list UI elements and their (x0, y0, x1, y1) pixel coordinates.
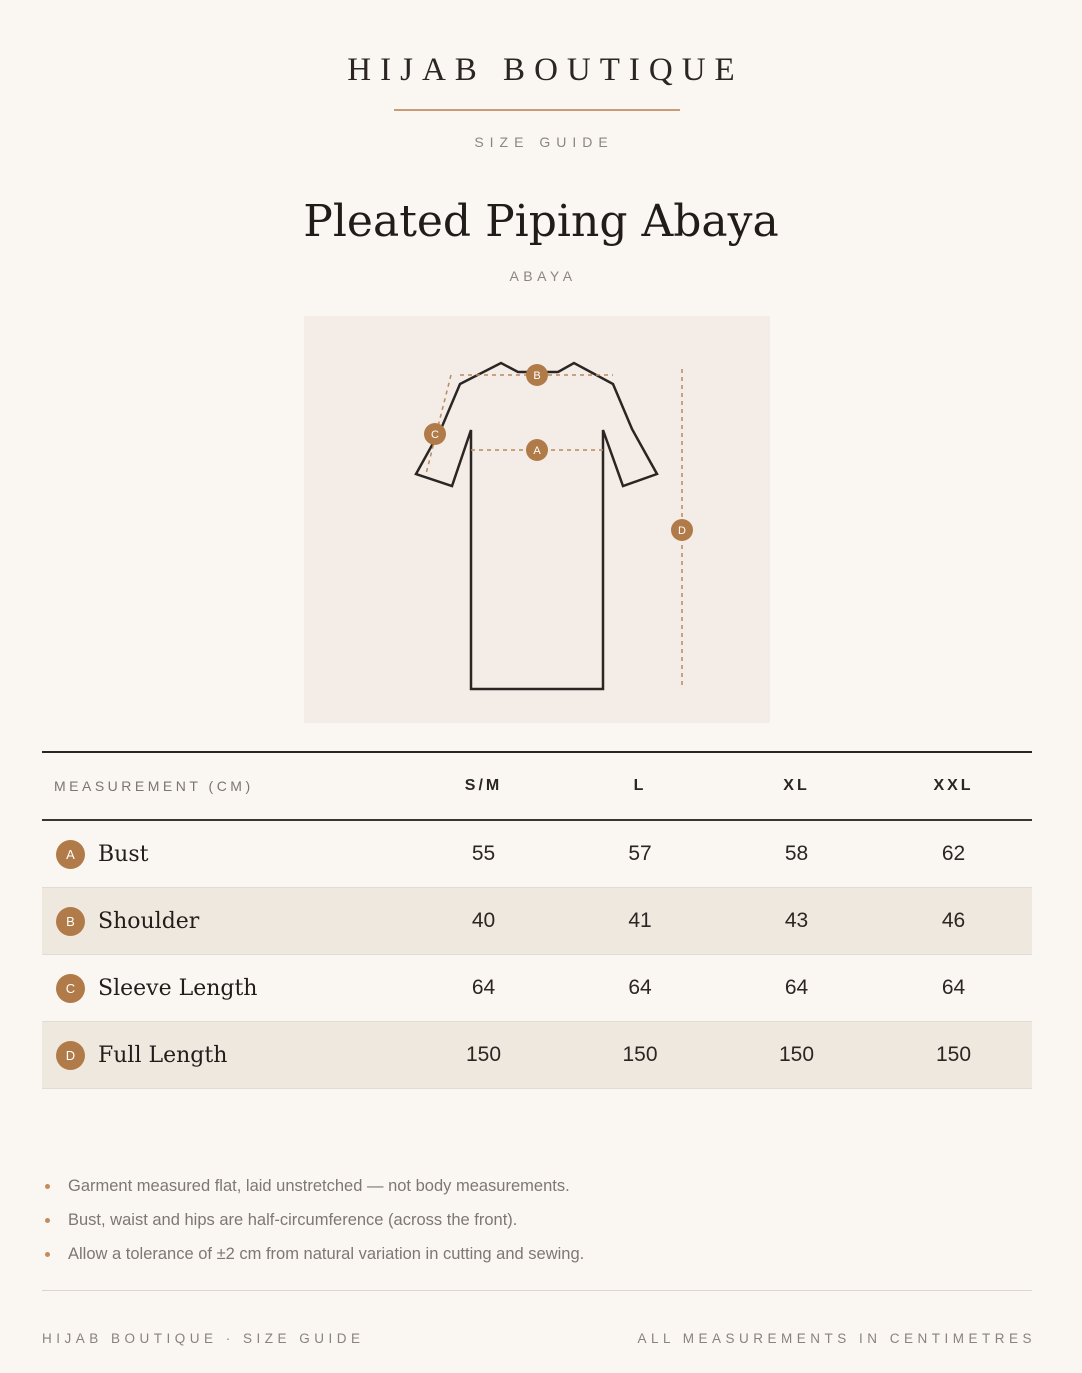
svg-text:D: D (678, 525, 686, 537)
brand-title: HIJAB BOUTIQUE (347, 52, 744, 88)
marker-a (526, 439, 548, 461)
abaya-outline-illustration (304, 316, 770, 723)
svg-text:C: C (431, 429, 439, 441)
row-label-cell (42, 820, 405, 888)
footer-units-note: ALL MEASUREMENTS IN CENTIMETRES (637, 1331, 1036, 1346)
badge-c: C (56, 974, 85, 1003)
abaya-outline (416, 363, 657, 689)
row-label: Full Length (98, 1042, 228, 1068)
cell-value: 64 (718, 955, 875, 1022)
footer-brand: HIJAB BOUTIQUE · SIZE GUIDE (42, 1331, 365, 1346)
table-row-sleeve-length (42, 955, 1032, 1022)
size-header-xl: XL (718, 752, 875, 820)
row-label: Sleeve Length (98, 975, 258, 1001)
measurement-notes (42, 1174, 584, 1276)
row-label-cell (42, 1022, 405, 1089)
marker-c (424, 423, 446, 445)
cell-value: 57 (562, 820, 718, 888)
marker-b (526, 364, 548, 386)
size-header-xxl: XXL (875, 752, 1032, 820)
note-item: Allow a tolerance of ±2 cm from natural variation in cutting and sewing. (42, 1242, 584, 1276)
size-table-header (42, 752, 1032, 820)
footer-divider (42, 1290, 1032, 1291)
row-label: Bust (98, 841, 149, 867)
measurement-column-header: MEASUREMENT (CM) (42, 752, 405, 820)
cell-value: 62 (875, 820, 1032, 888)
svg-text:B: B (533, 370, 541, 382)
brand-divider (394, 109, 680, 111)
product-category: ABAYA (509, 268, 577, 284)
row-label-cell (42, 888, 405, 955)
cell-value: 64 (562, 955, 718, 1022)
marker-d (671, 519, 693, 541)
cell-value: 41 (562, 888, 718, 955)
row-label: Shoulder (98, 908, 200, 934)
product-title: Pleated Piping Abaya (303, 196, 779, 247)
cell-value: 150 (405, 1022, 562, 1089)
row-label-cell (42, 955, 405, 1022)
cell-value: 64 (405, 955, 562, 1022)
badge-b: B (56, 907, 85, 936)
cell-value: 64 (875, 955, 1032, 1022)
size-header-l: L (562, 752, 718, 820)
cell-value: 58 (718, 820, 875, 888)
cell-value: 150 (875, 1022, 1032, 1089)
table-row-full-length (42, 1022, 1032, 1089)
badge-d: D (56, 1041, 85, 1070)
cell-value: 150 (562, 1022, 718, 1089)
note-item: Garment measured flat, laid unstretched — not body measurements. (42, 1174, 584, 1208)
size-header-sm: S/M (405, 752, 562, 820)
cell-value: 55 (405, 820, 562, 888)
note-item: Bust, waist and hips are half-circumference (across the front). (42, 1208, 584, 1242)
size-table (42, 751, 1032, 1089)
cell-value: 43 (718, 888, 875, 955)
svg-text:A: A (533, 445, 541, 457)
table-row-shoulder (42, 888, 1032, 955)
cell-value: 46 (875, 888, 1032, 955)
badge-a: A (56, 840, 85, 869)
cell-value: 150 (718, 1022, 875, 1089)
table-row-bust (42, 820, 1032, 888)
garment-diagram (304, 316, 770, 723)
guide-subtitle: SIZE GUIDE (474, 134, 614, 150)
cell-value: 40 (405, 888, 562, 955)
